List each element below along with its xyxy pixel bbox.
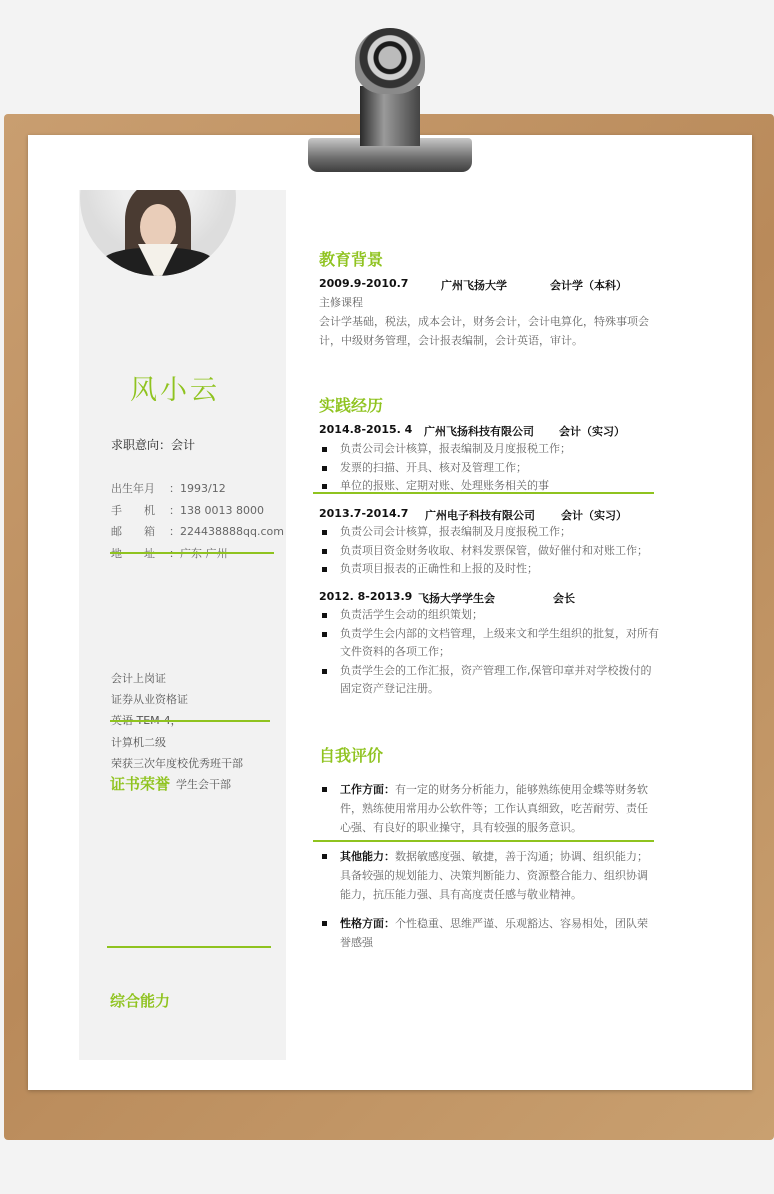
list-item: 负责活学生会动的组织策划； (322, 606, 662, 625)
info-phone: 手 机 ：138 0013 8000 (111, 503, 264, 517)
job-duties (322, 523, 662, 579)
job-duties (322, 440, 662, 496)
list-item: 学生会干部 (176, 778, 231, 792)
list-item: 负责公司会计核算，报表编制及月度报税工作； (322, 523, 662, 542)
list-item: 负责公司会计核算，报表编制及月度报税工作； (322, 440, 662, 459)
divider (313, 492, 654, 494)
list-item: 负责项目报表的正确性和上报的及时性； (322, 560, 662, 579)
list-item: 荣获三次年度校优秀班干部 (111, 756, 243, 770)
divider (110, 552, 274, 554)
practice-title: 实践经历 (319, 396, 384, 415)
list-item: 负责项目资金财务收取、材料发票保管，做好催付和对账工作； (322, 542, 662, 561)
list-item: 会计上岗证 (111, 672, 166, 685)
resume-sidebar (79, 190, 286, 1060)
list-item: 计算机二级 (111, 735, 166, 749)
list-item: 负责学生会内部的文档管理，上级来文和学生组织的批复，对所有文件资料的各项工作； (322, 625, 662, 662)
info-birth: 出生年月 ：1993/12 (111, 482, 226, 495)
list-item: 性格方面：个性稳重、思维严谨、乐观豁达、容易相处，团队荣誉感强 (322, 914, 658, 952)
divider (110, 720, 270, 722)
list-item: 发票的扫描、开具、核对及管理工作； (322, 459, 662, 478)
list-item: 负责学生会的工作汇报，资产管理工作,保管印章并对学校拨付的固定资产登记注册。 (322, 662, 662, 699)
job-duties (322, 606, 662, 699)
education-title: 教育背景 (319, 250, 384, 269)
course-list: 会计学基础，税法，成本会计，财务会计，会计电算化，特殊事项会计，中级财务管理，会计报表编制，会计英语，审计。 (319, 315, 649, 347)
list-item: 单位的报账、定期对账、处理账务相关的事 (322, 477, 662, 496)
skills-title: 综合能力 (110, 992, 171, 1010)
info-email: 邮 箱 ：224438888qq.com (111, 525, 284, 538)
binder-clip-icon (300, 28, 480, 178)
divider (313, 840, 654, 842)
list-item: 其他能力：数据敏感度强、敏捷，善于沟通；协调、组织能力；具备较强的规划能力、决策判断能力、资源整合能力、组织协调能力，抗压能力强、具有高度责任感与敬业精神。 (322, 847, 658, 904)
cert-title: 证书荣誉 (110, 775, 171, 793)
course-label: 主修课程 (319, 296, 363, 309)
job-objective: 求职意向：会计 (111, 438, 196, 452)
self-eval-list (322, 780, 658, 959)
self-eval-title: 自我评价 (319, 746, 384, 765)
divider (107, 946, 271, 948)
list-item: 证券从业资格证 (111, 693, 188, 707)
candidate-name: 风小云 (130, 375, 220, 406)
list-item: 工作方面：有一定的财务分析能力，能够熟练使用金蝶等财务软件，熟练使用常用办公软件等；工作认真细致，吃苦耐劳、责任心强、有良好的职业操守，具有较强的服务意识。 (322, 780, 658, 837)
